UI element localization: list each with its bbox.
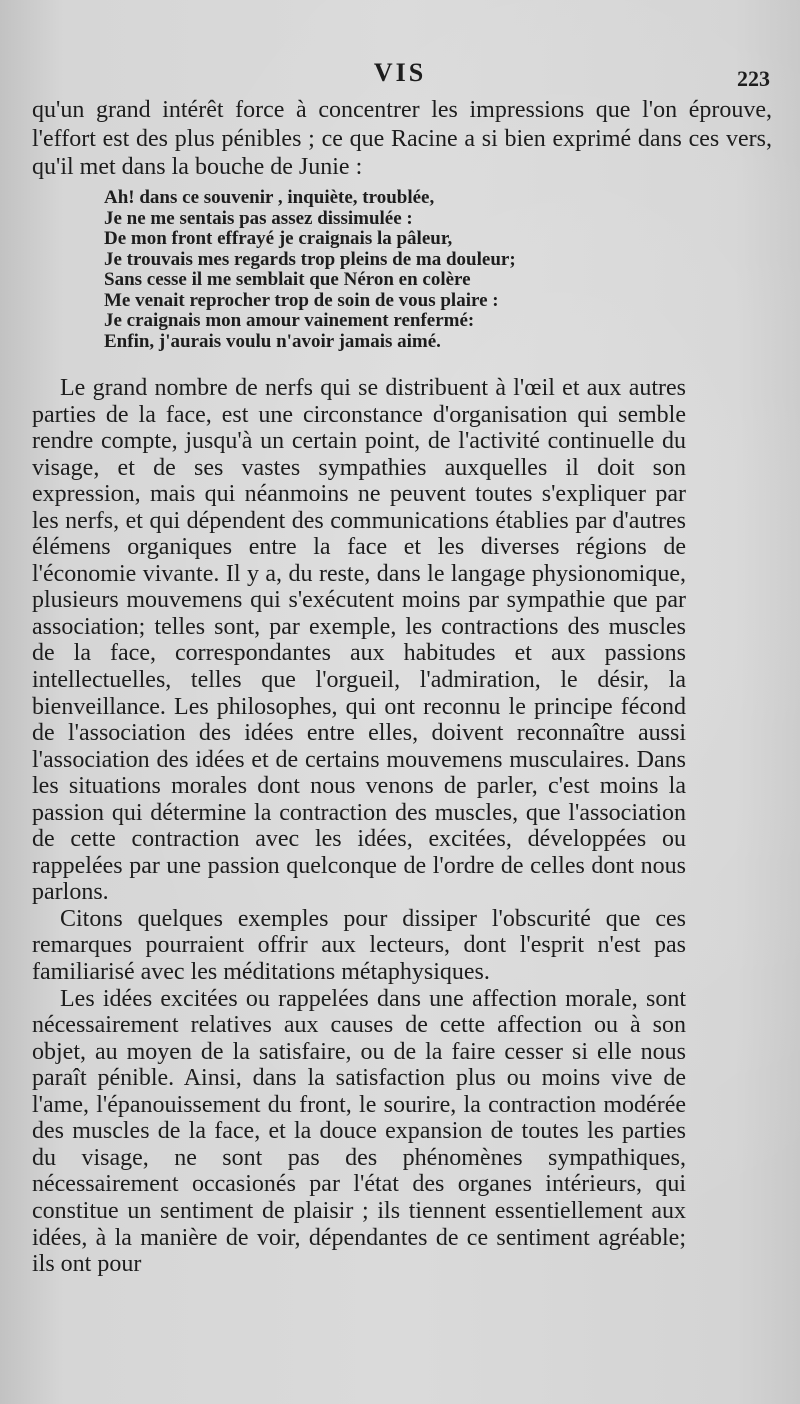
verse-line: De mon front effrayé je craignais la pâleur, (104, 228, 453, 249)
body-text (32, 375, 686, 1278)
body-paragraph: Le grand nombre de nerfs qui se distribuent à l'œil et aux autres parties de la face, est une circonstance d'organisation qui semble rendre compte, jusqu'à un certain point, de l'activité continuelle du visage, et de ses vastes sympathies auxquelles il doit son expression, mais qui néanmoins ne peuvent toutes s'expliquer par les nerfs, et qui dépendent des communications établies par d'autres élémens organiques entre la face et les diverses régions de l'économie vivante. Il y a, du reste, dans le langage physionomique, plusieurs mouvemens qui s'exécutent moins par sympathie que par association; telles sont, par exemple, les contractions des muscles de la face, correspondantes aux habitudes et aux passions intellectuelles, telles que l'orgueil, l'admiration, le désir, la bienveillance. Les philosophes, qui ont reconnu le principe fécond de l'association des idées entre elles, doivent reconnaître aussi l'association des idées et de certains mouvemens musculaires. Dans les situations morales dont nous venons de parler, c'est moins la passion qui détermine la contraction des muscles, que l'association de cette contraction avec les idées, excitées, développées ou rappelées par une passion quelconque de l'ordre de celles dont nous parlons. (32, 375, 686, 906)
body-paragraph: Citons quelques exemples pour dissiper l'obscurité que ces remarques pourraient offrir aux lecteurs, dont l'esprit n'est pas familiarisé avec les méditations métaphysiques. (32, 905, 686, 986)
verse-quotation (104, 188, 724, 352)
running-title: VIS (373, 58, 427, 87)
verse-line: Je trouvais mes regards trop pleins de ma douleur; (104, 248, 516, 270)
body-paragraph: Les idées excitées ou rappelées dans une affection morale, sont nécessairement relatives aux causes de cette affection ou à son objet, au moyen de la satisfaire, ou de la faire cesser si elle nous paraît pénible. Ainsi, dans la satisfaction plus ou moins vive de l'ame, l'épanouissement du front, le sourire, la contraction modérée des muscles de la face, et la douce expansion de toutes les parties du visage, ne sont pas des phénomènes sympathiques, nécessairement occasionés par l'état des organes intérieurs, qui constitue un sentiment de plaisir ; ils tiennent essentiellement aux idées, à la manière de voir, dépendantes de ce sentiment agréable; ils ont pour (32, 985, 686, 1278)
intro-text: qu'un grand intérêt force à concentrer les impressions que l'on éprouve, l'effort est des plus pénibles ; ce que Racine a si bien exprimé dans ces vers, qu'il met dans la bouche de Junie : (32, 97, 772, 180)
verse-line: Je craignais mon amour vainement renfermé: (104, 310, 475, 331)
page-header (0, 58, 800, 92)
verse-line: Me venait reprocher trop de soin de vous plaire : (104, 289, 499, 311)
verse-line: Je ne me sentais pas assez dissimulée : (104, 207, 413, 229)
verse-line: Ah! dans ce souvenir , inquiète, troublée, (104, 187, 435, 208)
verse-line: Enfin, j'aurais voulu n'avoir jamais aimé. (104, 330, 441, 352)
verse-line: Sans cesse il me semblait que Néron en colère (104, 269, 471, 290)
page-number: 223 (737, 66, 770, 91)
intro-paragraph (32, 96, 772, 182)
